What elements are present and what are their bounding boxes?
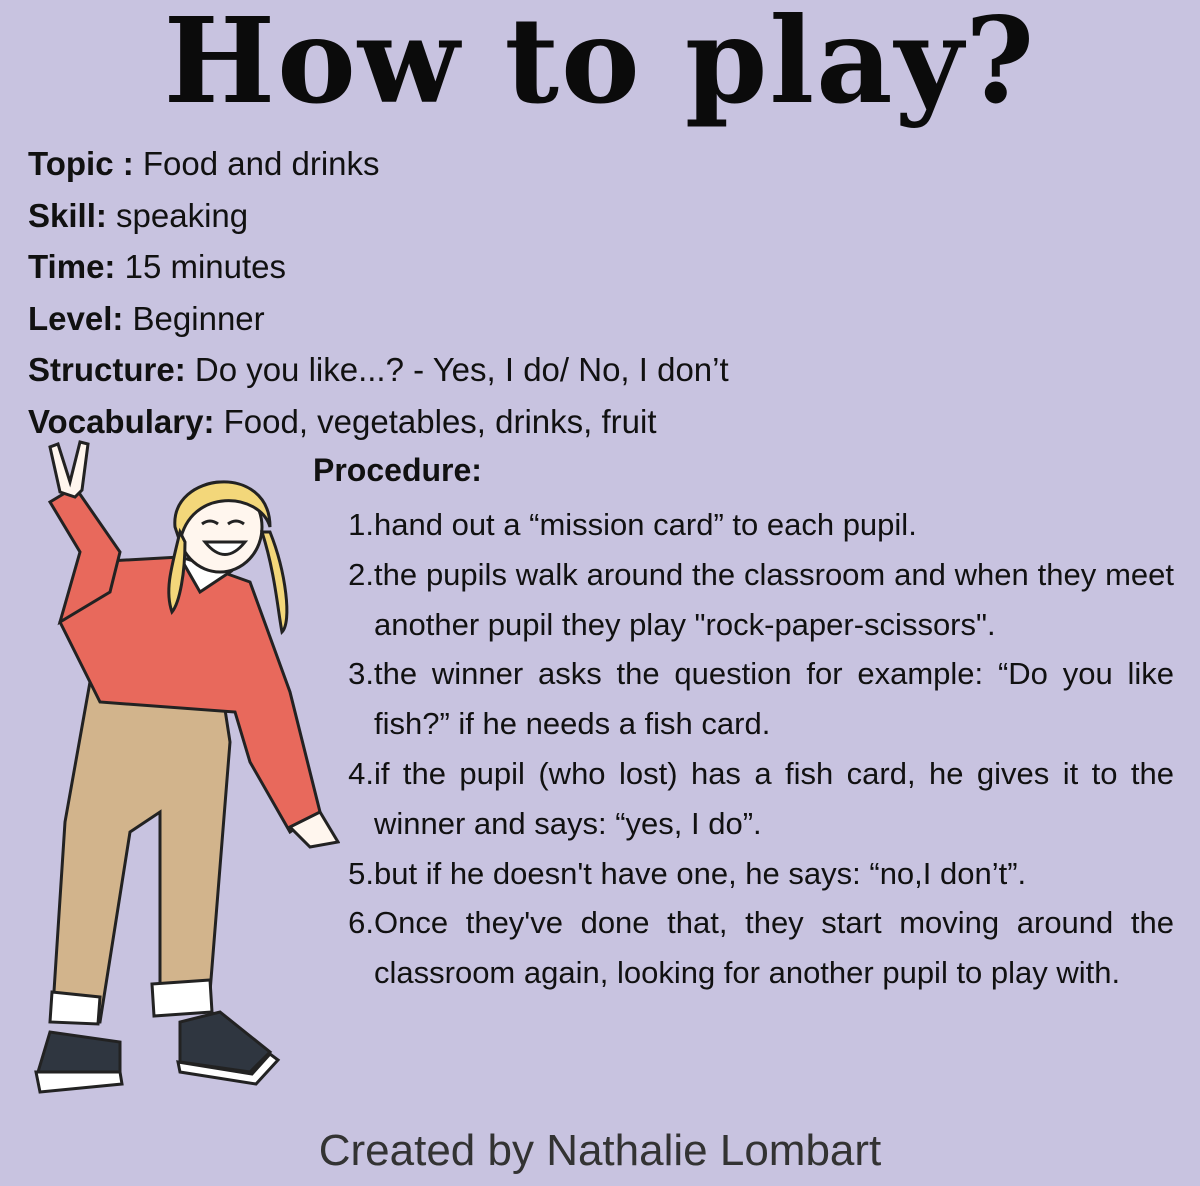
girl-peace-sign-icon (20, 432, 340, 1122)
page-title: How to play? (163, 0, 1037, 130)
procedure-step: 2. the pupils walk around the classroom and when they meet another pupil they play "rock-paper-scissors". (348, 556, 1174, 642)
info-topic: Topic : Food and drinks (28, 145, 380, 182)
procedure-step: 4. if the pupil (who lost) has a fish card, he gives it to the winner and says: “yes, I do”. (348, 755, 1174, 841)
procedure-step: 1. hand out a “mission card” to each pupil. (348, 507, 917, 542)
info-list (28, 138, 729, 447)
procedure-step: 5. but if he doesn't have one, he says: “no,I don’t”. (348, 855, 1027, 891)
footer-credit: Created by Nathalie Lombart (318, 1126, 882, 1175)
procedure-title: Procedure: (313, 452, 482, 488)
info-vocabulary: Vocabulary: Food, vegetables, drinks, fruit (28, 402, 657, 440)
info-structure: Structure: Do you like...? - Yes, I do/ No, I don’t (28, 351, 729, 388)
procedure-step: 3. the winner asks the question for example: “Do you like fish?” if he needs a fish card. (348, 656, 1174, 742)
info-time: Time: 15 minutes (28, 248, 287, 285)
info-level: Level: Beginner (28, 299, 265, 337)
info-skill: Skill: speaking (28, 196, 249, 234)
procedure-step: 6. Once they've done that, they start moving around the classroom again, looking for another pupil to play with. (348, 905, 1174, 991)
procedure-steps (338, 500, 1174, 998)
